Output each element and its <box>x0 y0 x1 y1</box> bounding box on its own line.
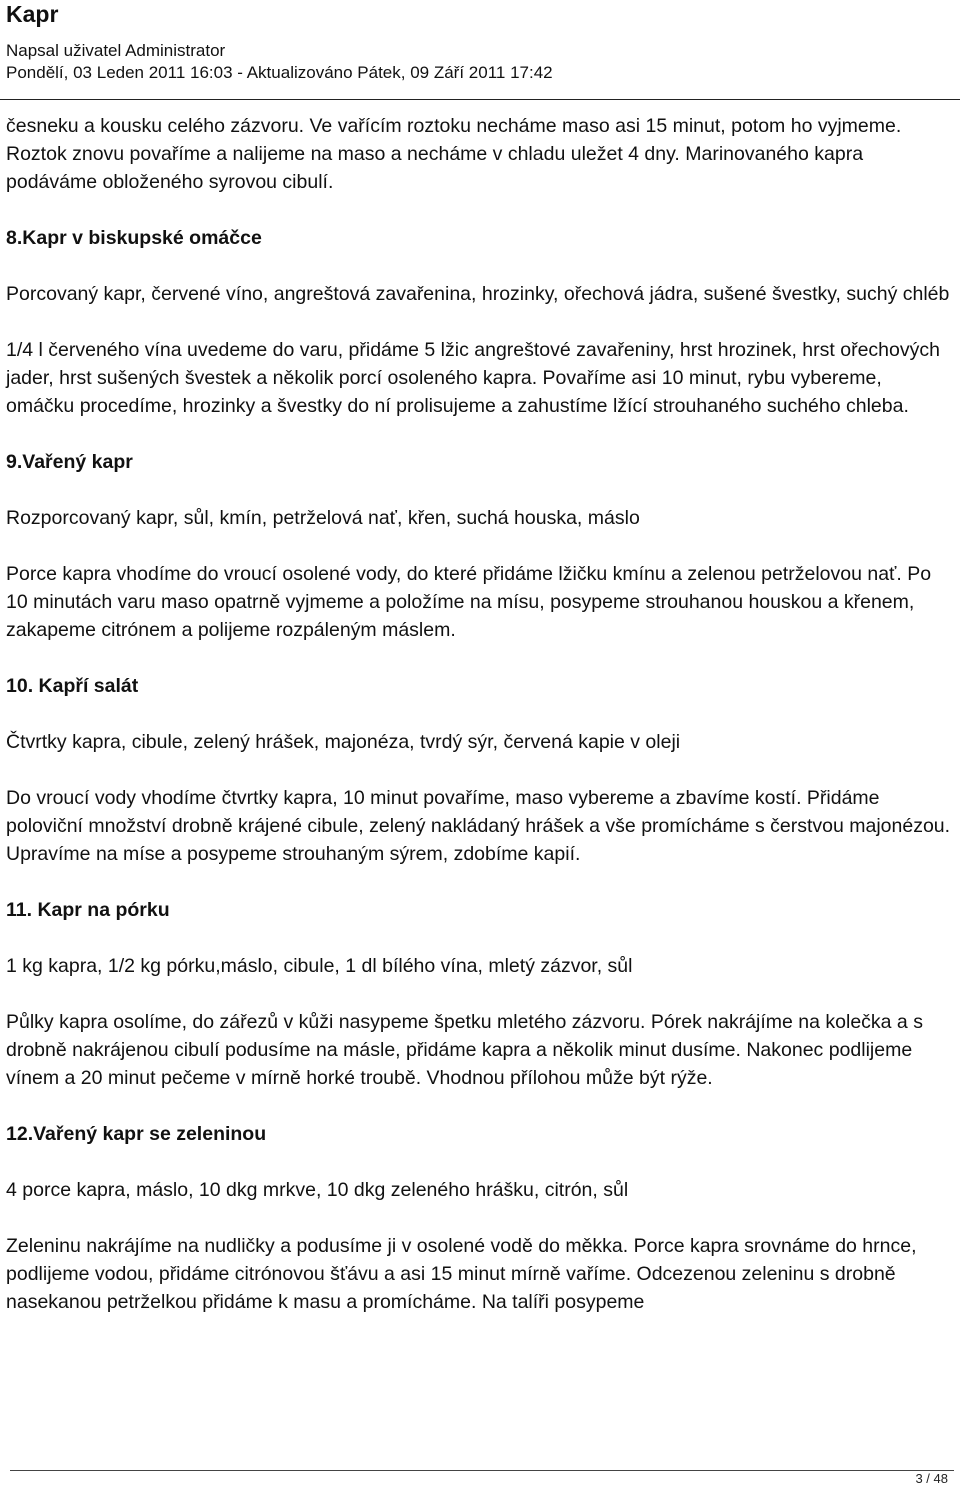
recipe-title: 10. Kapří salát <box>6 675 139 697</box>
lead-paragraph: česneku a kousku celého zázvoru. Ve vařícím roztoku necháme maso asi 15 minut, potom ho vyjmeme. Roztok znovu povaříme a nalijeme na maso a necháme v chladu uležet 4 dny. Marinovaného kapra podáváme obloženého syrovou cibulí. <box>6 115 902 193</box>
recipe-11 <box>6 896 954 1092</box>
article-author: Napsal uživatel Administrator <box>6 41 226 60</box>
article-title: Kapr <box>6 1 59 27</box>
recipe-title: 8.Kapr v biskupské omáčce <box>6 227 262 249</box>
recipe-ingredients: Porcovaný kapr, červené víno, angreštová zavařenina, hrozinky, ořechová jádra, sušené švestky, suchý chléb <box>6 283 950 305</box>
recipe-10 <box>6 672 954 868</box>
recipe-12 <box>6 1120 954 1316</box>
recipe-method: Do vroucí vody vhodíme čtvrtky kapra, 10 minut povaříme, maso vybereme a zbavíme kostí. Přidáme poloviční množství drobně krájené cibule, zelený nakládaný hrášek a vše promícháme s čerstvou majonézou. Upravíme na míse a posypeme strouhaným sýrem, zdobíme kapií. <box>6 787 951 865</box>
article-header <box>6 0 954 84</box>
article-dates: Pondělí, 03 Leden 2011 16:03 - Aktualizováno Pátek, 09 Září 2011 17:42 <box>6 63 553 82</box>
page-number: 3 / 48 <box>915 1471 948 1486</box>
recipe-title: 9.Vařený kapr <box>6 451 133 473</box>
recipe-8 <box>6 224 954 420</box>
recipe-ingredients: Rozporcovaný kapr, sůl, kmín, petrželová nať, křen, suchá houska, máslo <box>6 507 640 529</box>
footer-divider <box>10 1470 954 1471</box>
recipe-title: 12.Vařený kapr se zeleninou <box>6 1123 267 1145</box>
header-divider <box>0 99 960 100</box>
recipe-9 <box>6 448 954 644</box>
recipe-method: 1/4 l červeného vína uvedeme do varu, přidáme 5 lžic angreštové zavařeniny, hrst hrozinek, hrst ořechových jader, hrst sušených švestek a několik porcí osoleného kapra. Povaříme asi 10 minut, rybu vybereme, omáčku procedíme, hrozinky a švestky do ní prolisujeme a zahustíme lžící strouhaného suchého chleba. <box>6 339 940 417</box>
recipe-ingredients: Čtvrtky kapra, cibule, zelený hrášek, majonéza, tvrdý sýr, červená kapie v oleji <box>6 731 681 753</box>
recipe-title: 11. Kapr na pórku <box>6 899 170 921</box>
recipe-method: Zeleninu nakrájíme na nudličky a podusíme ji v osolené vodě do měkka. Porce kapra srovnáme do hrnce, podlijeme vodou, přidáme citrónovou šťávu a asi 15 minut mírně vaříme. Odcezenou zeleninu s drobně nasekanou petrželkou přidáme k masu a promícháme. Na talíři posypeme <box>6 1235 917 1313</box>
recipe-ingredients: 1 kg kapra, 1/2 kg pórku,máslo, cibule, 1 dl bílého vína, mletý zázvor, sůl <box>6 955 633 977</box>
recipe-ingredients: 4 porce kapra, máslo, 10 dkg mrkve, 10 dkg zeleného hrášku, citrón, sůl <box>6 1179 629 1201</box>
recipe-method: Porce kapra vhodíme do vroucí osolené vody, do které přidáme lžičku kmínu a zelenou petrželovou nať. Po 10 minutách varu maso opatrně vyjmeme a položíme na mísu, posypeme strouhanou houskou a křenem, zakapeme citrónem a polijeme rozpáleným máslem. <box>6 563 932 641</box>
article-body <box>6 112 954 1344</box>
recipe-method: Půlky kapra osolíme, do zářezů v kůži nasypeme špetku mletého zázvoru. Pórek nakrájíme na kolečka a s drobně nakrájenou cibulí podusíme na másle, přidáme kapra a několik minut dusíme. Nakonec podlijeme vínem a 20 minut pečeme v mírně horké troubě. Vhodnou přílohou může být rýže. <box>6 1011 923 1089</box>
